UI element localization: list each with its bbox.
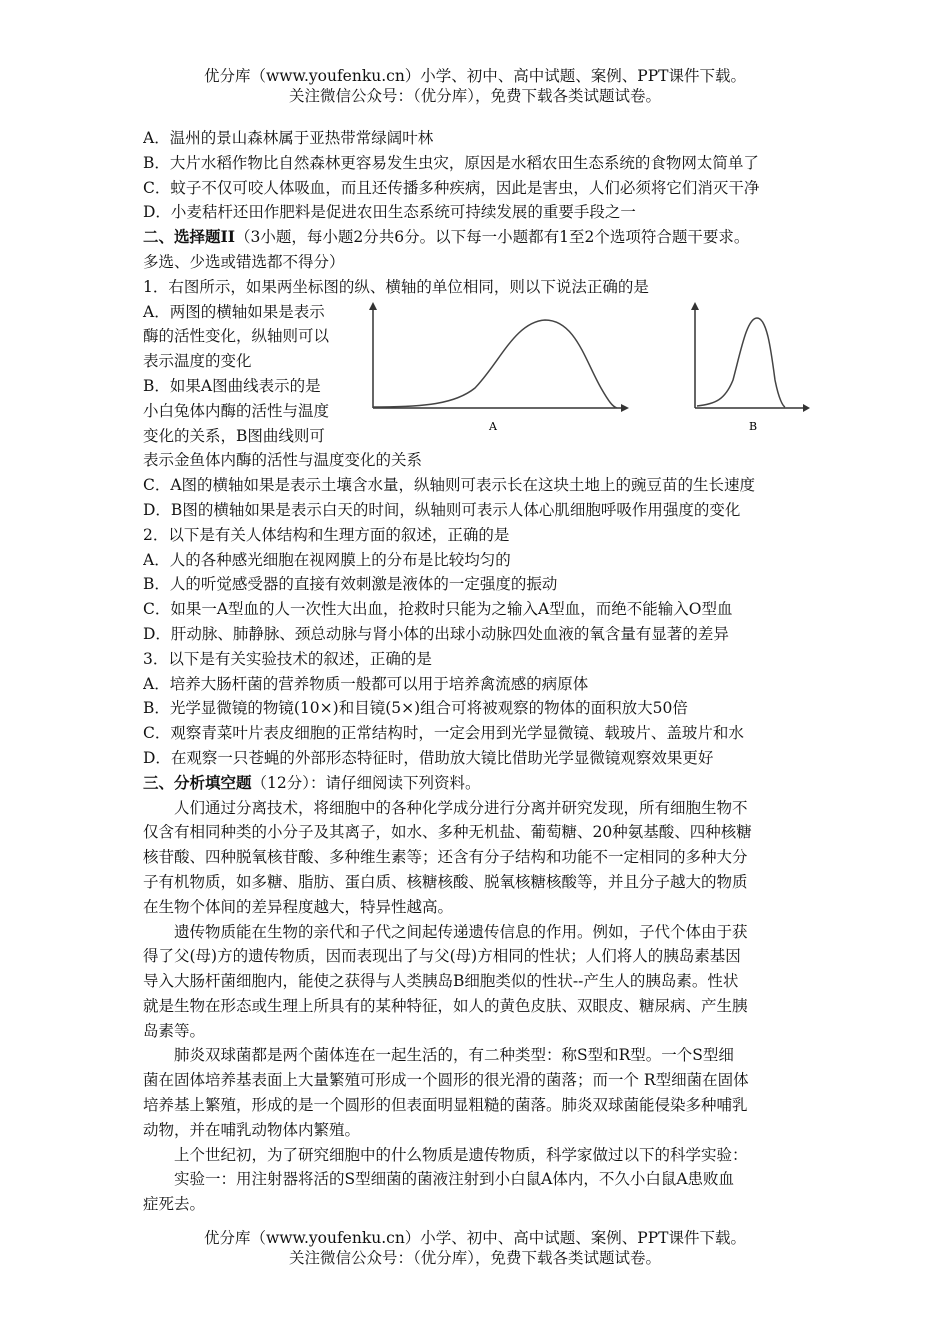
paragraph-line: 动物，并在哺乳动物体内繁殖。 bbox=[143, 1120, 361, 1139]
q1-figures bbox=[365, 300, 811, 448]
paragraph-5 bbox=[143, 1167, 811, 1217]
page-header bbox=[0, 66, 950, 106]
header-line-1: 优分库（www.youfenku.cn）小学、初中、高中试题、案例、PPT课件下载。 bbox=[203, 67, 747, 85]
q1-a-2: 酶的活性变化，纵轴则可以 bbox=[143, 327, 330, 346]
section-2-desc-2: 多选、少选或错选都不得分） bbox=[143, 252, 345, 271]
q3-b: B．光学显微镜的物镜(10×)和目镜(5×)组合可将被观察的物体的面积放大50倍 bbox=[143, 699, 688, 718]
paragraph-line: 子有机物质，如多糖、脂肪、蛋白质、核糖核酸、脱氧核糖核酸等，并且分子越大的物质 bbox=[143, 872, 748, 891]
figure-a bbox=[369, 302, 629, 433]
paragraph-line: 实验一：用注射器将活的S型细菌的菌液注射到小白鼠A体内，不久小白鼠A患败血 bbox=[174, 1170, 735, 1189]
paragraph-line: 就是生物在形态或生理上所具有的某种特征，如人的黄色皮肤、双眼皮、糖尿病、产生胰 bbox=[143, 996, 748, 1015]
section-2-title: 二、选择题II bbox=[143, 227, 236, 247]
page-footer bbox=[0, 1228, 950, 1268]
paragraph-1 bbox=[143, 796, 811, 920]
paragraph-line: 岛素等。 bbox=[143, 1021, 206, 1040]
q1-a-3: 表示温度的变化 bbox=[143, 352, 252, 371]
q1-stem: 1．右图所示，如果两坐标图的纵、横轴的单位相同，则以下说法正确的是 bbox=[143, 277, 649, 296]
option-c: C．蚊子不仅可咬人体吸血，而且还传播多种疾病，因此是害虫，人们必须将它们消灭干净 bbox=[143, 178, 760, 197]
paragraph-line: 菌在固体培养基表面上大量繁殖可形成一个圆形的很光滑的菌落；而一个 R型细菌在固体 bbox=[143, 1071, 749, 1090]
q3-stem: 3．以下是有关实验技术的叙述，正确的是 bbox=[143, 649, 432, 668]
option-d: D．小麦秸杆还田作肥料是促进农田生态系统可持续发展的重要手段之一 bbox=[143, 203, 636, 222]
footer-line-1: 优分库（www.youfenku.cn）小学、初中、高中试题、案例、PPT课件下载。 bbox=[203, 1229, 747, 1247]
footer-line-2: 关注微信公众号：（优分库），免费下载各类试题试卷。 bbox=[288, 1249, 661, 1267]
q1-a-1: A．两图的横轴如果是表示 bbox=[143, 302, 325, 321]
q2-stem: 2．以下是有关人体结构和生理方面的叙述，正确的是 bbox=[143, 525, 510, 544]
q1-c: C．A图的横轴如果是表示土壤含水量，纵轴则可表示长在这块土地上的豌豆苗的生长速度 bbox=[143, 476, 756, 495]
paragraph-line: 核苷酸、四种脱氧核苷酸、多种维生素等；还含有分子结构和功能不一定相同的多种大分 bbox=[143, 848, 748, 867]
figure-b bbox=[691, 302, 810, 433]
figure-b-x-arrow bbox=[803, 404, 810, 412]
paragraph-3 bbox=[143, 1043, 811, 1142]
figure-a-curve bbox=[373, 320, 617, 408]
section-3-desc: （12分）：请仔细阅读下列资料。 bbox=[251, 773, 481, 792]
q1-b-1: B．如果A图曲线表示的是 bbox=[143, 376, 321, 395]
q1-left-text bbox=[143, 300, 365, 449]
q2-c: C．如果一A型血的人一次性大出血，抢救时只能为之输入A型血，而绝不能输入O型血 bbox=[143, 600, 733, 619]
figure-b-label: B bbox=[749, 419, 758, 433]
paragraph-line: 上个世纪初，为了研究细胞中的什么物质是遗传物质，科学家做过以下的科学实验： bbox=[174, 1145, 748, 1164]
option-b: B．大片水稻作物比自然森林更容易发生虫灾，原因是水稻农田生态系统的食物网太简单了 bbox=[143, 153, 759, 172]
paragraph-line: 症死去。 bbox=[143, 1195, 206, 1214]
curve-figures bbox=[365, 300, 811, 448]
section-2-desc: （3小题，每小题2分共6分。以下每一小题都有1至2个选项符合题干要求。 bbox=[235, 228, 750, 247]
option-a: A．温州的景山森林属于亚热带常绿阔叶林 bbox=[143, 129, 434, 147]
q2-d: D．肝动脉、肺静脉、颈总动脉与肾小体的出球小动脉四处血液的氧含量有显著的差异 bbox=[143, 624, 729, 643]
paragraph-line: 培养基上繁殖，形成的是一个圆形的但表面明显粗糙的菌落。肺炎双球菌能侵染多种哺乳 bbox=[143, 1096, 748, 1115]
paragraph-line: 导入大肠杆菌细胞内，能使之获得与人类胰岛B细胞类似的性状--产生人的胰岛素。性状 bbox=[143, 972, 739, 991]
q1-b-2: 小白兔体内酶的活性与温度 bbox=[143, 401, 330, 420]
paragraph-2 bbox=[143, 920, 811, 1044]
section-2-heading bbox=[143, 225, 811, 250]
q3-c: C．观察青菜叶片表皮细胞的正常结构时，一定会用到光学显微镜、载玻片、盖玻片和水 bbox=[143, 724, 744, 743]
paragraph-line: 在生物个体间的差异程度越大，特异性越高。 bbox=[143, 897, 454, 916]
q2-a: A．人的各种感光细胞在视网膜上的分布是比较均匀的 bbox=[143, 550, 511, 569]
document-body bbox=[143, 126, 811, 1217]
figure-a-label: A bbox=[489, 419, 497, 433]
q2-b: B．人的听觉感受器的直接有效刺激是液体的一定强度的振动 bbox=[143, 575, 558, 594]
figure-a-x-arrow bbox=[621, 404, 629, 412]
section-3-heading bbox=[143, 771, 811, 796]
figure-b-curve bbox=[697, 318, 785, 407]
q3-d: D．在观察一只苍蝇的外部形态特征时，借助放大镜比借助光学显微镜观察效果更好 bbox=[143, 748, 714, 767]
q1-b-3: 变化的关系，B图曲线则可 bbox=[143, 426, 325, 445]
paragraph-line: 肺炎双球菌都是两个菌体连在一起生活的，有二种类型：称S型和R型。一个S型细 bbox=[174, 1046, 734, 1065]
q1-d: D．B图的横轴如果是表示白天的时间，纵轴则可表示人体心肌细胞呼吸作用强度的变化 bbox=[143, 500, 741, 519]
figure-a-y-arrow bbox=[369, 302, 377, 310]
paragraph-line: 遗传物质能在生物的亲代和子代之间起传递遗传信息的作用。例如，子代个体由于获 bbox=[174, 922, 748, 941]
figure-b-y-arrow bbox=[691, 302, 699, 310]
paragraph-line: 人们通过分离技术，将细胞中的各种化学成分进行分离并研究发现，所有细胞生物不 bbox=[174, 798, 748, 817]
paragraph-line: 得了父(母)方的遗传物质，因而表现出了与父(母)方相同的性状；人们将人的胰岛素基因 bbox=[143, 947, 741, 966]
q1-b-4: 表示金鱼体内酶的活性与温度变化的关系 bbox=[143, 451, 423, 470]
q1-figure-block bbox=[143, 300, 811, 449]
q3-a: A．培养大肠杆菌的营养物质一般都可以用于培养禽流感的病原体 bbox=[143, 674, 589, 693]
paragraph-4 bbox=[143, 1143, 811, 1168]
paragraph-line: 仅含有相同种类的小分子及其离子，如水、多种无机盐、葡萄糖、20种氨基酸、四种核糖 bbox=[143, 823, 752, 842]
header-line-2: 关注微信公众号：（优分库），免费下载各类试题试卷。 bbox=[288, 87, 661, 105]
section-3-title: 三、分析填空题 bbox=[143, 772, 252, 792]
